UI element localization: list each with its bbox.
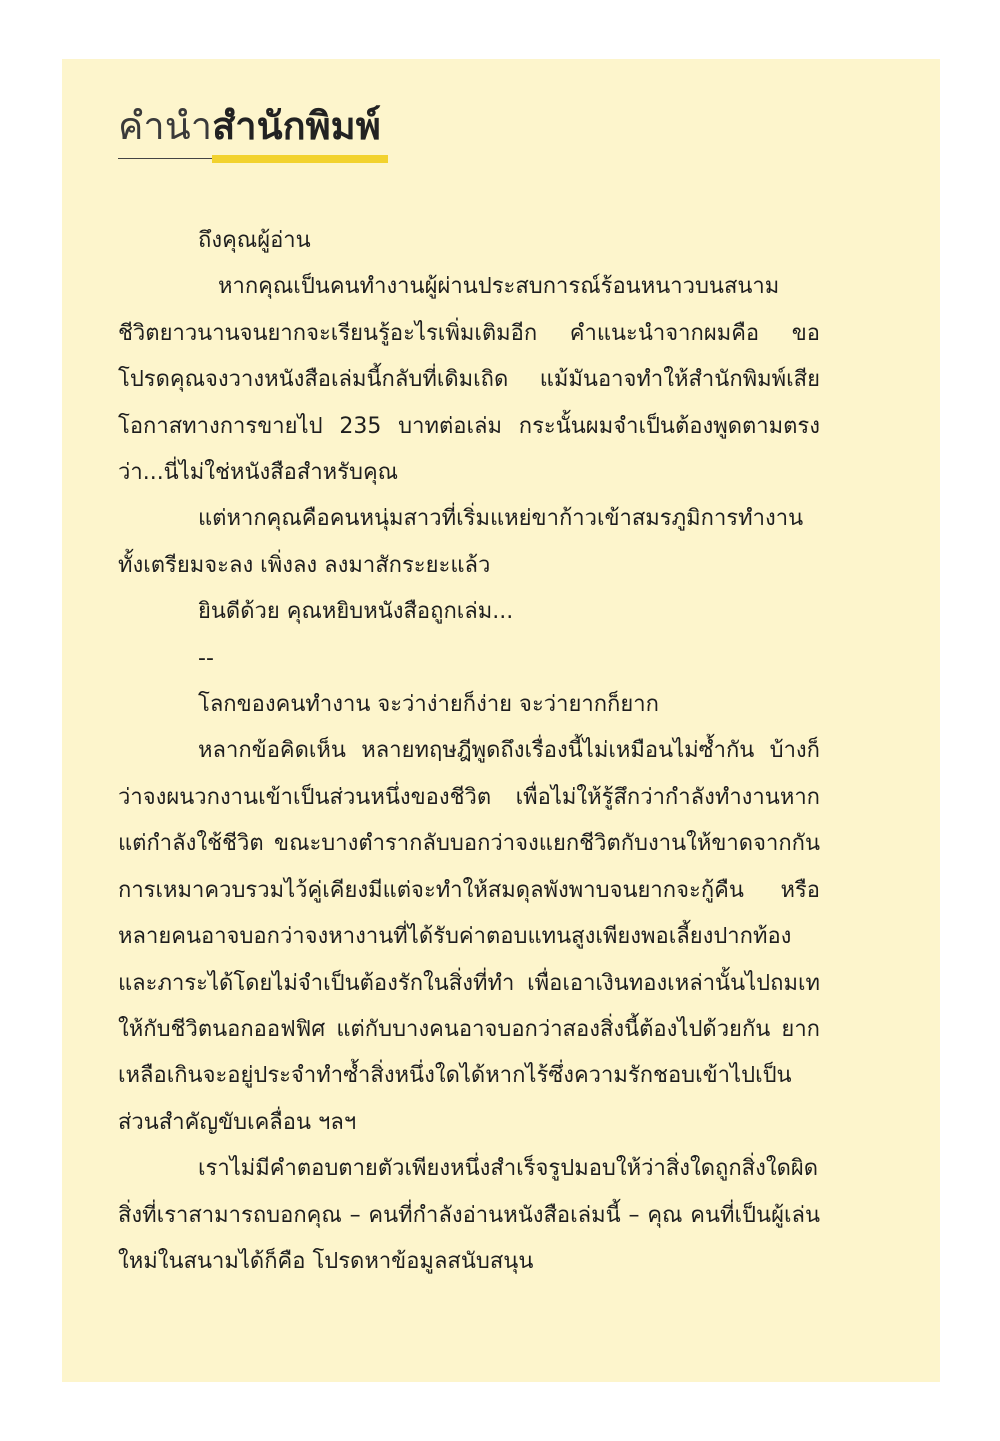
body-paragraph: หากคุณเป็นคนทำงานผู้ผ่านประสบการณ์ร้อนหนาวบนสนามชีวิตยาวนานจนยากจะเรียนรู้อะไรเพิ่มเติมอีก คำแนะนำจากผมคือ ขอโปรดคุณจงวางหนังสือเล่มนี้กลับที่เดิมเถิด แม้มันอาจทำให้สำนักพิมพ์เสียโอกาสทางการขายไป 235 บาทต่อเล่ม กระนั้นผมจำเป็นต้องพูดตามตรงว่า...นี่ไม่ใช่หนังสือสำหรับคุณ xyxy=(118,274,820,486)
body-paragraph: โลกของคนทำงาน จะว่าง่ายก็ง่าย จะว่ายากก็ยาก xyxy=(198,692,659,718)
page-title xyxy=(118,98,381,154)
section-divider: -- xyxy=(198,645,214,671)
body-paragraph: ยินดีด้วย คุณหยิบหนังสือถูกเล่ม... xyxy=(198,599,514,625)
title-light-part: คำนำ xyxy=(118,104,213,148)
body-paragraph: แต่หากคุณคือคนหนุ่มสาวที่เริ่มแหย่ขาก้าวเข้าสมรภูมิการทำงาน ทั้งเตรียมจะลง เพิ่งลง ลงมาสักระยะแล้ว xyxy=(118,506,804,578)
body-text xyxy=(118,218,820,1285)
body-paragraph: เราไม่มีคำตอบตายตัวเพียงหนึ่งสำเร็จรูปมอบให้ว่าสิ่งใดถูกสิ่งใดผิด สิ่งที่เราสามารถบอกคุณ – คนที่กำลังอ่านหนังสือเล่มนี้ – คุณ คนที่เป็นผู้เล่นใหม่ในสนามได้ก็คือ โปรดหาข้อมูลสนับสนุน xyxy=(118,1156,820,1274)
salutation-paragraph: ถึงคุณผู้อ่าน xyxy=(198,228,311,253)
body-paragraph: หลากข้อคิดเห็น หลายทฤษฎีพูดถึงเรื่องนี้ไม่เหมือนไม่ซ้ำกัน บ้างก็ว่าจงผนวกงานเข้าเป็นส่วนหนึ่งของชีวิต เพื่อไม่ให้รู้สึกว่ากำลังทำงานหากแต่กำลังใช้ชีวิต ขณะบางตำรากลับบอกว่าจงแยกชีวิตกับงานให้ขาดจากกัน การเหมาควบรวมไว้คู่เคียงมีแต่จะทำให้สมดุลพังพาบจนยากจะกู้คืน หรือหลายคนอาจบอกว่าจงหางานที่ได้รับค่าตอบแทนสูงเพียงพอเลี้ยงปากท้องและภาระได้โดยไม่จำเป็นต้องรักในสิ่งที่ทำ เพื่อเอาเงินทองเหล่านั้นไปถมเทให้กับชีวิตนอกออฟฟิศ แต่กับบางคนอาจบอกว่าสองสิ่งนี้ต้องไปด้วยกัน ยากเหลือเกินจะอยู่ประจำทำซ้ำสิ่งหนึ่งใดได้หากไร้ซึ่งความรักชอบเข้าไปเป็นส่วนสำคัญขับเคลื่อน ฯลฯ xyxy=(118,738,820,1135)
title-underline-accent xyxy=(212,155,388,163)
title-underline-thin xyxy=(118,158,216,159)
title-bold-part: สำนักพิมพ์ xyxy=(212,104,381,148)
